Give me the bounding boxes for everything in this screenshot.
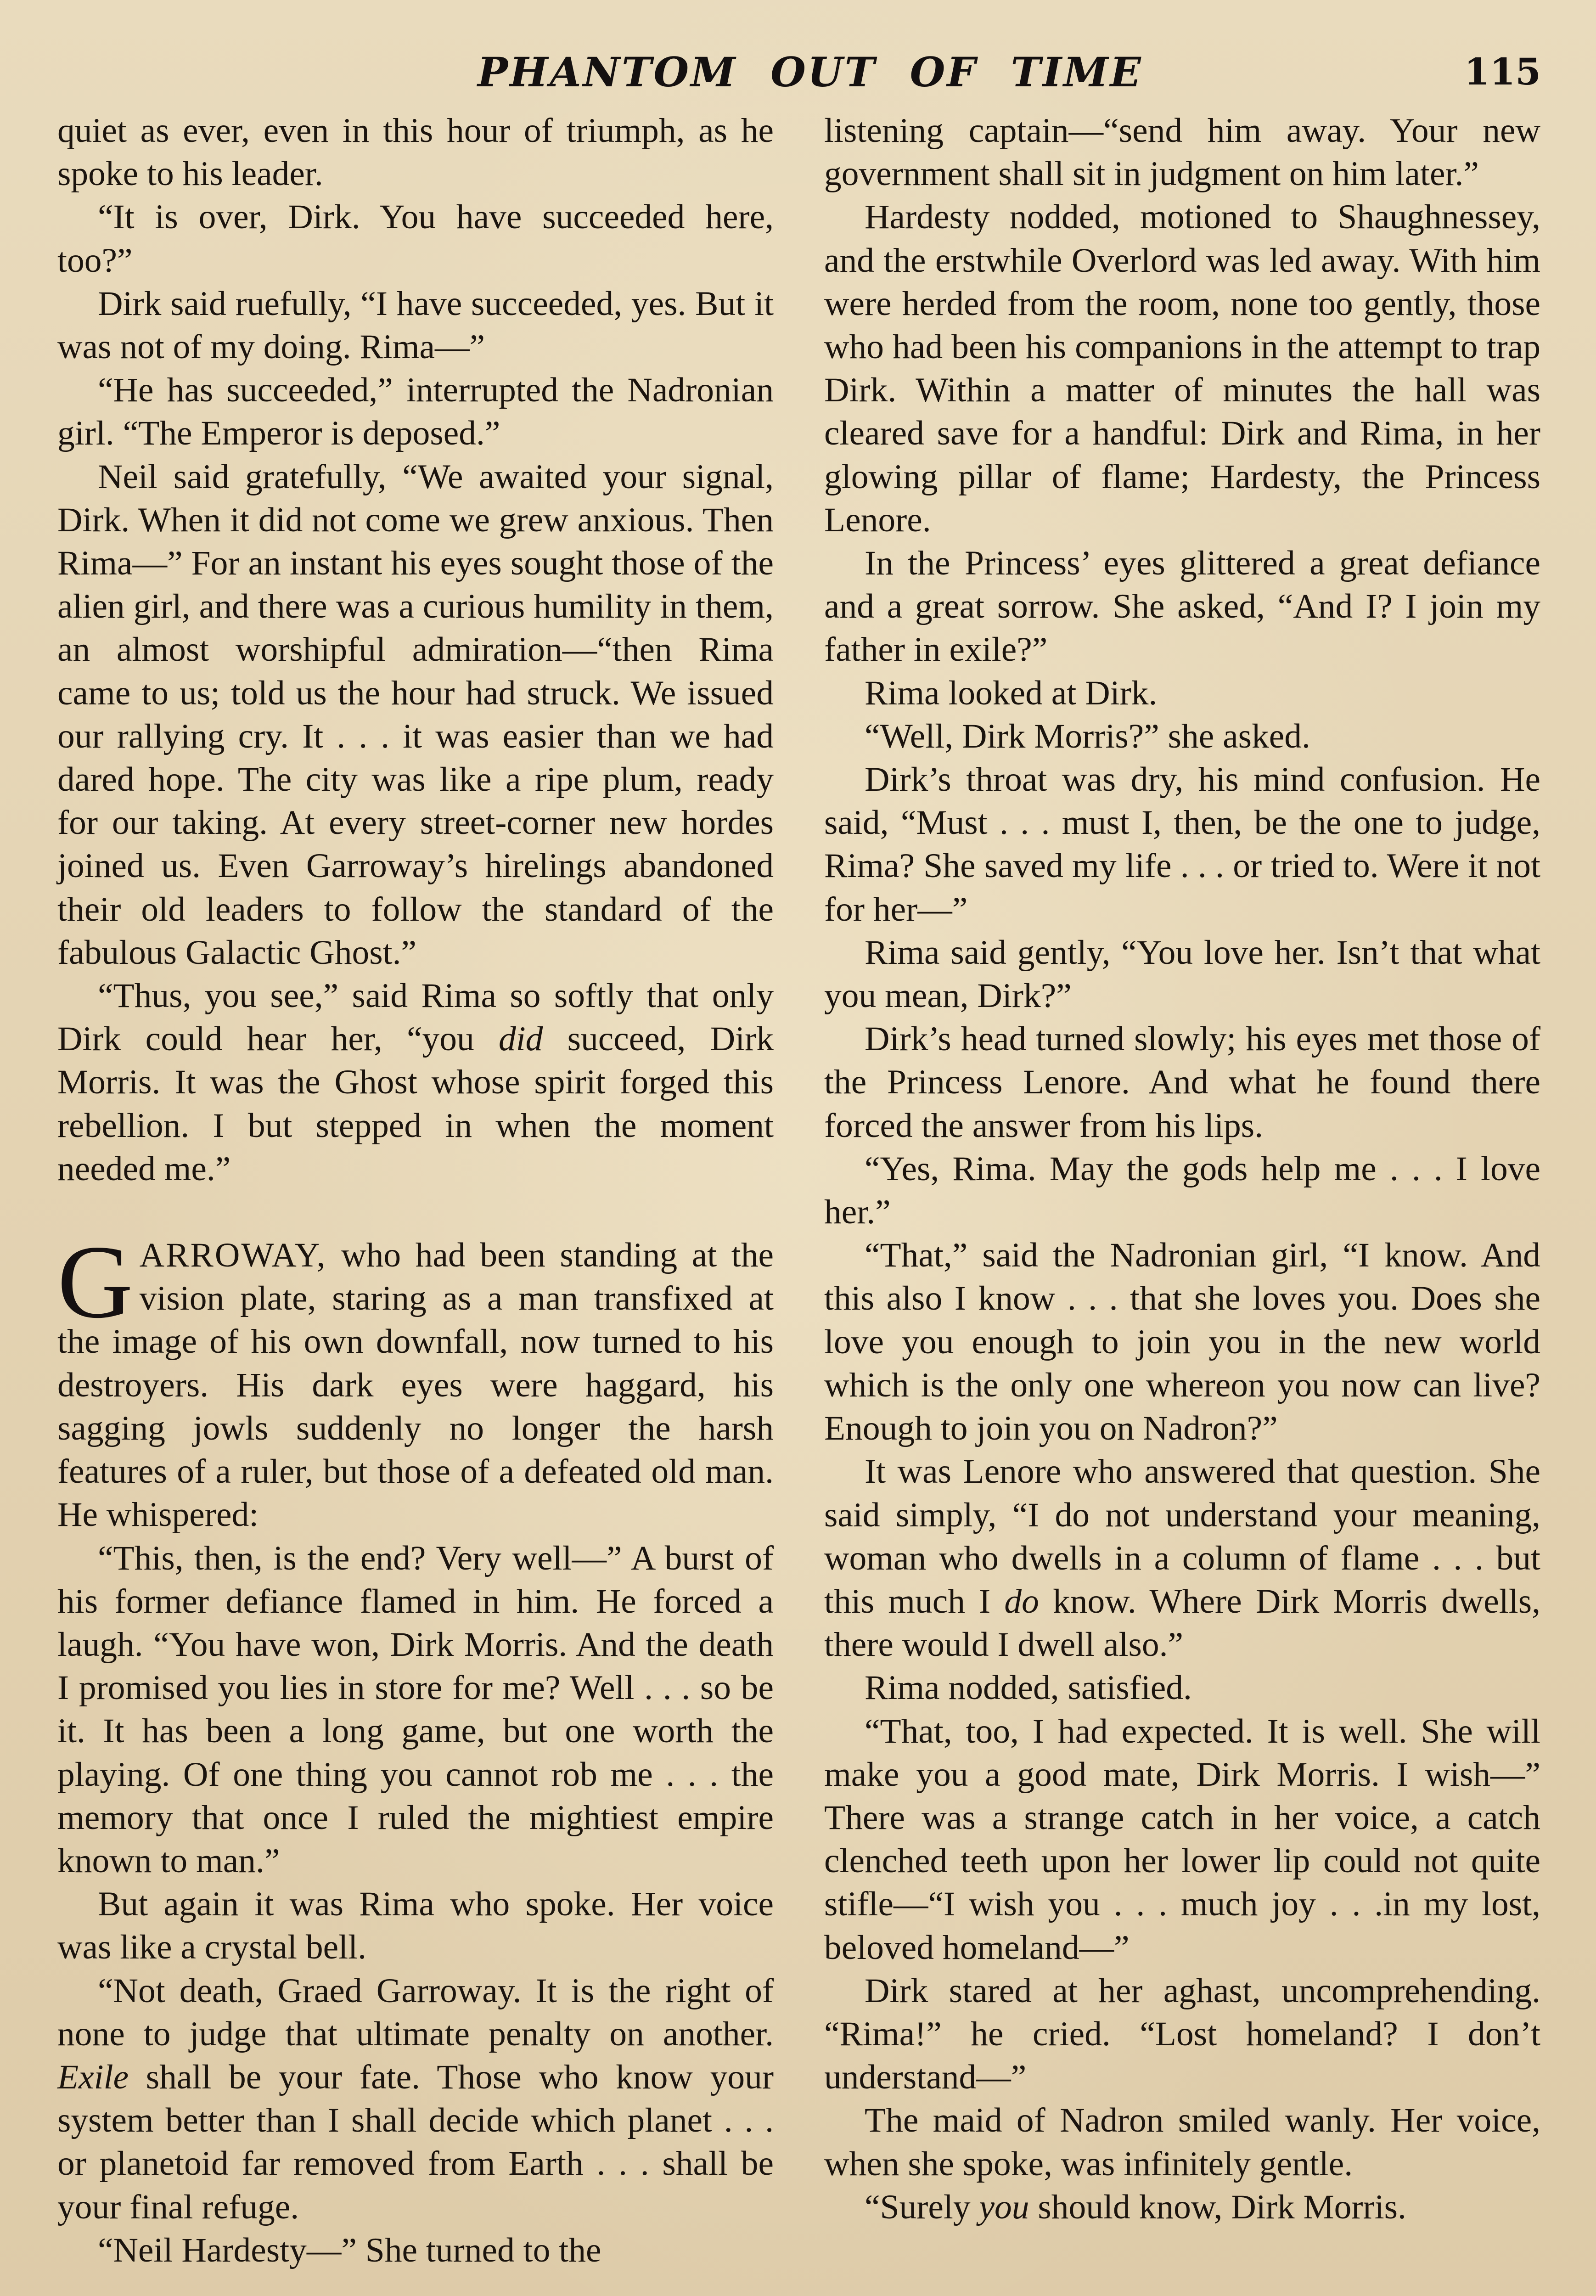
page-number: 115 [1464,50,1541,93]
paragraph: Neil said gratefully, “We awaited your signal, Dirk. When it did not come we grew anxious. Then Rima—” For an instant his eyes sought those of the alien girl, and there was a curious humility in them, an almost worshipful admiration—“then Rima came to us; told us the hour had struck. We issued our rallying cry. It . . . it was easier than we had dared hope. The city was like a ripe plum, ready for our taking. At every street-corner new hordes joined us. Even Garroway’s hirelings abandoned their old leaders to follow the standard of the fabulous Galactic Ghost.” [57,457,774,972]
paragraph [824,2186,1540,2229]
paragraph: Rima said gently, “You love her. Isn’t that what you mean, Dirk?” [824,933,1540,1015]
paragraph: “Yes, Rima. May the gods help me . . . I love her.” [824,1149,1540,1232]
paragraph: Dirk’s throat was dry, his mind confusion. He said, “Must . . . must I, then, be the one to judge, Rima? She saved my life . . . or tried to. Were it not for her—” [824,760,1540,929]
paragraph: The maid of Nadron smiled wanly. Her voice, when she spoke, was infinitely gentle. [824,2101,1540,2183]
paragraph: “Well, Dirk Morris?” she asked. [865,717,1310,755]
paragraph: Hardesty nodded, motioned to Shaughnessey, and the erstwhile Overlord was led away. With him were herded from the room, none too gently, those who had been his companions in the attempt to trap Dirk. Within a matter of minutes the hall was cleared save for a handful: Dirk and Rima, in her glowing pillar of flame; Hardesty, the Princess Lenore. [824,198,1540,539]
running-title: PHANTOM OUT OF TIME [478,48,1143,96]
paragraph: “Neil Hardesty—” She turned to the [98,2231,601,2269]
paragraph: Rima nodded, satisfied. [865,1669,1192,1707]
paragraph: “He has succeeded,” interrupted the Nadronian girl. “The Emperor is deposed.” [57,371,774,453]
text-run: succeed, Dirk Morris. It was the Ghost whose spirit forged this rebellion. I but stepped in when the moment needed me.” [57,1020,774,1188]
text-run: It was Lenore who answered that question. She said simply, “I do not understand your meaning, woman who dwells in a column of flame . . . but this much I [824,1452,1540,1621]
paragraph: Dirk stared at her aghast, uncomprehending. “Rima!” he cried. “Lost homeland? I don’t understand—” [824,1971,1540,2097]
paragraph: In the Princess’ eyes glittered a great defiance and a great sorrow. She asked, “And I? I join my father in exile?” [824,544,1540,669]
text-run: should know, Dirk Morris. [1029,2188,1406,2226]
emphasis: Exile [57,2058,129,2096]
paragraph: quiet as ever, even in this hour of triumph, as he spoke to his leader. [57,112,774,193]
paragraph: Dirk said ruefully, “I have succeeded, yes. But it was not of my doing. Rima—” [57,284,774,366]
paragraph [57,974,774,1191]
text-run: “Thus, you see,” said Rima so softly that only Dirk could hear her, “you [57,977,774,1058]
text-run: “Surely [865,2188,979,2226]
text-run: who had been standing at the vision plate, staring as a man transfixed at the image of his own downfall, now turned to his destroyers. His dark eyes were haggard, his sagging jowls suddenly no longer the harsh features of a ruler, but those of a defeated old man. He whispered: [57,1236,774,1534]
page-header [478,48,1541,103]
right-text-column [824,109,1540,2229]
section-opening-paragraph [57,1224,774,1536]
paragraph: listening captain—“send him away. Your new government shall sit in judgment on him later.” [824,112,1540,193]
paragraph: “It is over, Dirk. You have succeeded here, too?” [57,198,774,280]
paragraph [824,1450,1540,1666]
emphasis: you [979,2188,1029,2226]
text-run: shall be your fate. Those who know your system better than I shall decide which planet . . . or planetoid far removed from Earth . . . shall be your final refuge. [57,2058,774,2226]
paragraph: “That,” said the Nadronian girl, “I know. And this also I know . . . that she loves you. Does she love you enough to join you in the new world which is the only one whereon you now can live? Enough to join you on Nadron?” [824,1236,1540,1448]
drop-cap: G [57,1224,133,1340]
paragraph: “That, too, I had expected. It is well. She will make you a good mate, Dirk Morris. I wish—” There was a strange catch in her voice, a catch clenched teeth upon her lower lip could not quite stifle—“I wish you . . . much joy . . .in my lost, beloved homeland—” [824,1712,1540,1967]
emphasis: do [1004,1582,1039,1621]
lead-in-caps: ARROWAY, [139,1236,327,1275]
paragraph [57,1970,774,2229]
paragraph: Rima looked at Dirk. [865,674,1158,712]
paragraph: Dirk’s head turned slowly; his eyes met those of the Princess Lenore. And what he found there forced the answer from his lips. [824,1020,1540,1145]
left-text-column [57,109,774,2272]
paragraph: But again it was Rima who spoke. Her voice was like a crystal bell. [57,1885,774,1967]
paragraph: “This, then, is the end? Very well—” A burst of his former defiance flamed in him. He forced a laugh. “You have won, Dirk Morris. And the death I promised you lies in store for me? Well . . . so be it. It has been a long game, but one worth the playing. Of one thing you cannot rob me . . . the memory that once I ruled the mightiest empire known to man.” [57,1539,774,1880]
text-run: “Not death, Graed Garroway. It is the right of none to judge that ultimate penalty on another. [57,1971,774,2053]
text-run: know. Where Dirk Morris dwells, there would I dwell also.” [824,1582,1541,1664]
emphasis: did [498,1020,543,1058]
